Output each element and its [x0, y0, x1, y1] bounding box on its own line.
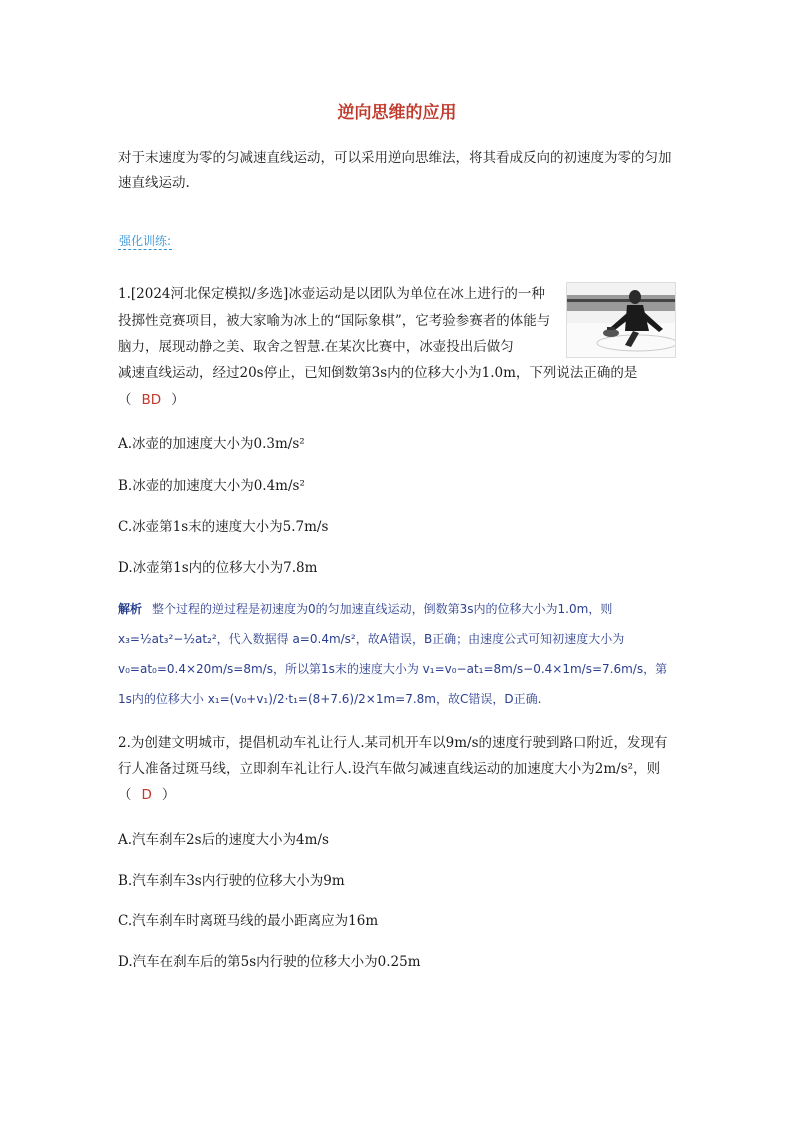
question-1-answer: BD [141, 391, 162, 408]
question-1-stem: 1.[2024河北保定模拟/多选]冰壶运动是以团队为单位在冰上进行的一种投掷性竞赛项目，被大家喻为冰上的“国际象棋”，它考验参赛者的体能与脑力，展现动静之美、取舍之智慧.在某次比赛中，冰壶投出后做匀 [118, 286, 551, 355]
question-1-option-d: D.冰壶第1s内的位移大小为7.8m [118, 560, 318, 576]
question-1-option-c: C.冰壶第1s末的速度大小为5.7m/s [118, 519, 329, 535]
question-2-option-d: D.汽车在刹车后的第5s内行驶的位移大小为0.25m [118, 954, 421, 970]
curling-athlete-photo-icon [566, 282, 676, 358]
intro-paragraph: 对于末速度为零的匀减速直线运动，可以采用逆向思维法，将其看成反向的初速度为零的匀加速直线运动. [118, 150, 672, 191]
question-2-option-c: C.汽车刹车时离斑马线的最小距离应为16m [118, 913, 379, 929]
question-2-stem: 2.为创建文明城市，提倡机动车礼让行人.某司机开车以9m/s的速度行驶到路口附近，发现有行人准备过斑马线，立即刹车礼让行人.设汽车做匀减速直线运动的加速度大小为2m/s²，则（ D ） [118, 735, 668, 803]
section-badge: 强化训练: [119, 234, 172, 248]
question-2-answer: D [141, 787, 152, 803]
solution-label: 解析 [118, 602, 143, 616]
question-2-option-a: A.汽车刹车2s后的速度大小为4m/s [118, 832, 329, 848]
solution-text: 整个过程的逆过程是初速度为0的匀加速直线运动，倒数第3s内的位移大小为1.0m，则 x₃=½at₃²−½at₂²，代入数据得 a=0.4m/s²，故A错误，B正确；由速度公式可知初速度大小为 v₀=at₀=0.4×20m/s=8m/s，所以第1s末的速度大小为 v₁=v₀−at₁=8m/s−0.4×1m/s=7.6m/s，第1s内的位移大小 x₁=(v₀+v₁)/2·t₁=(8+7.6)/2×1m=7.8m，故C错误，D正确. [118, 602, 668, 706]
question-1-stem-tail: 减速直线运动，经过20s停止，已知倒数第3s内的位移大小为1.0m，下列说法正确的是 （ BD ） [118, 365, 638, 408]
question-2-option-b: B.汽车刹车3s内行驶的位移大小为9m [118, 873, 345, 889]
page-title: 逆向思维的应用 [337, 103, 457, 123]
question-1-solution [118, 594, 678, 714]
question-1-option-b: B.冰壶的加速度大小为0.4m/s² [118, 478, 305, 494]
question-1-option-a: A.冰壶的加速度大小为0.3m/s² [118, 436, 305, 452]
